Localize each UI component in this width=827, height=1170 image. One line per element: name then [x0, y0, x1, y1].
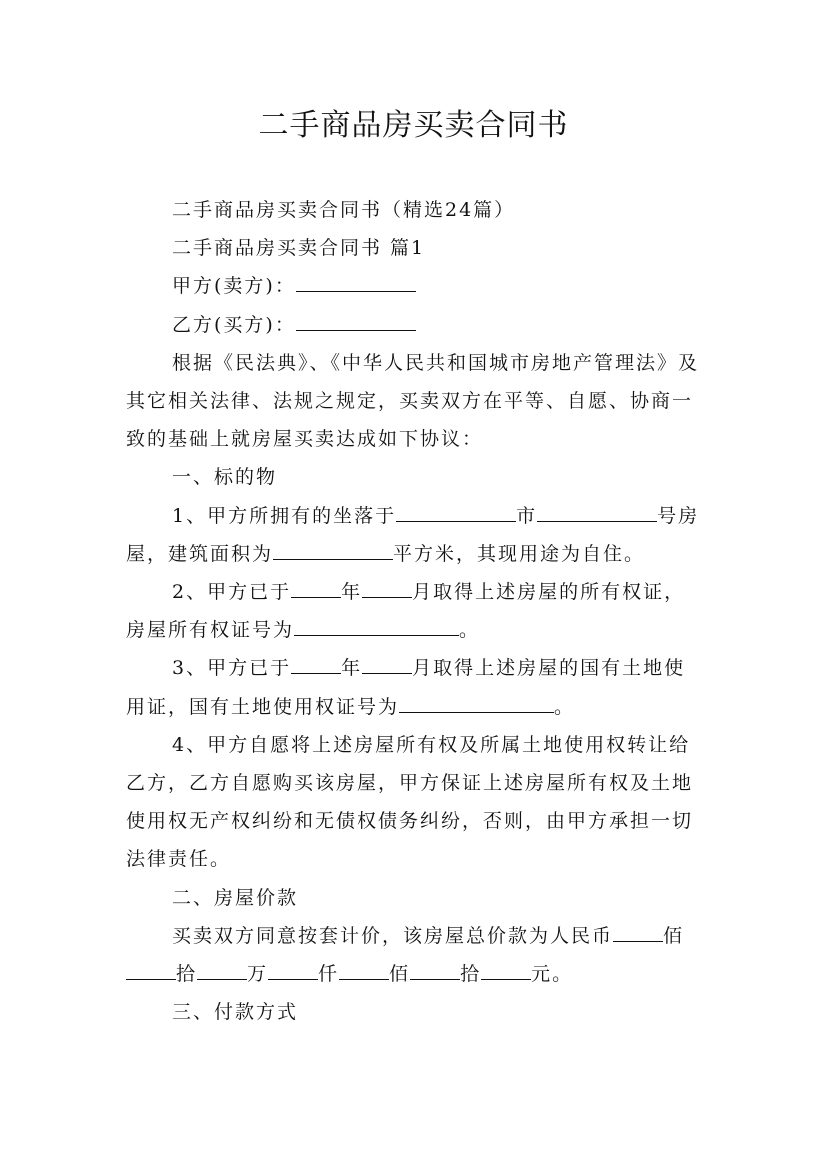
- paragraph-preamble: [126, 344, 706, 459]
- clause-2-text-c: 月取得上述房屋的所有权证，房屋所有权证号为: [126, 581, 686, 642]
- paragraph-section-heading: [126, 229, 706, 267]
- clause-3-month-blank: [362, 651, 412, 674]
- clause-1-text-a: 1、甲方所拥有的坐落于: [172, 504, 397, 527]
- price-blank-4: [268, 957, 318, 980]
- party-a-blank: [296, 269, 416, 292]
- paragraph-clause-2: [126, 573, 706, 649]
- price-blank-5: [339, 957, 389, 980]
- party-b-blank: [296, 308, 416, 331]
- price-unit-7: 元。: [531, 963, 574, 986]
- clause-1-number-blank: [537, 499, 657, 522]
- paragraph-clause-3: [126, 649, 706, 725]
- price-unit-4: 仟: [318, 963, 340, 986]
- clause-2-text-d: 。: [459, 619, 481, 642]
- price-blank-3: [197, 957, 247, 980]
- price-blank-7: [481, 957, 531, 980]
- preamble-text: 根据《民法典》、《中华人民共和国城市房地产管理法》及其它相关法律、法规之规定，买卖双方在平等、自愿、协商一致的基础上就房屋买卖达成如下协议：: [126, 351, 700, 451]
- heading-payment-text: 三、付款方式: [172, 1001, 299, 1024]
- clause-2-text-a: 2、甲方已于: [172, 581, 292, 604]
- price-unit-6: 拾: [460, 963, 482, 986]
- price-blank-6: [410, 957, 460, 980]
- party-b-label: 乙方(买方)：: [172, 313, 296, 336]
- paragraph-party-a: [126, 267, 706, 305]
- clause-2-cert-blank: [294, 613, 459, 636]
- price-unit-1: 佰: [663, 924, 685, 947]
- paragraph-clause-1: [126, 497, 706, 573]
- heading-price-text: 二、房屋价款: [172, 886, 299, 909]
- price-blank-2: [126, 957, 176, 980]
- clause-2-month-blank: [362, 575, 412, 598]
- price-unit-3: 万: [247, 963, 269, 986]
- clause-3-text-d: 。: [554, 695, 576, 718]
- price-blank-1: [613, 919, 663, 942]
- clause-3-year-blank: [291, 651, 341, 674]
- price-text-a: 买卖双方同意按套计价，该房屋总价款为人民币: [172, 924, 614, 947]
- paragraph-heading-subject: [126, 458, 706, 496]
- clause-1-text-c: 号房屋，建筑面积为: [126, 504, 700, 565]
- clause-1-text-b: 市: [516, 504, 538, 527]
- paragraph-heading-price: [126, 879, 706, 917]
- heading-subject-text: 一、标的物: [172, 466, 278, 489]
- price-unit-2: 拾: [176, 963, 198, 986]
- document-body: [126, 191, 706, 1031]
- paragraph-subtitle: [126, 191, 706, 229]
- paragraph-heading-payment: [126, 993, 706, 1031]
- clause-3-text-c: 月取得上述房屋的国有土地使用证，国有土地使用权证号为: [126, 657, 686, 718]
- document-title: 二手商品房买卖合同书: [258, 108, 569, 143]
- paragraph-party-b: [126, 306, 706, 344]
- clause-3-cert-blank: [399, 690, 554, 713]
- section-heading-text: 二手商品房买卖合同书 篇1: [172, 237, 426, 260]
- price-unit-5: 佰: [389, 963, 411, 986]
- clause-2-year-blank: [291, 575, 341, 598]
- clause-2-text-b: 年: [341, 581, 363, 604]
- clause-1-text-d: 平方米，其现用途为自住。: [393, 542, 646, 565]
- party-a-label: 甲方(卖方)：: [172, 275, 296, 298]
- paragraph-price: [126, 917, 706, 993]
- subtitle-text: 二手商品房买卖合同书（精选24篇）: [172, 199, 516, 221]
- paragraph-clause-4: [126, 726, 706, 879]
- clause-4-text: 4、甲方自愿将上述房屋所有权及所属土地使用权转让给乙方，乙方自愿购买该房屋，甲方保证上述房屋所有权及土地使用权无产权纠纷和无债权债务纠纷，否则，由甲方承担一切法律责任。: [126, 733, 694, 871]
- clause-1-area-blank: [273, 537, 393, 560]
- clause-3-text-b: 年: [341, 657, 363, 680]
- clause-3-text-a: 3、甲方已于: [172, 657, 292, 680]
- clause-1-location-blank: [396, 499, 516, 522]
